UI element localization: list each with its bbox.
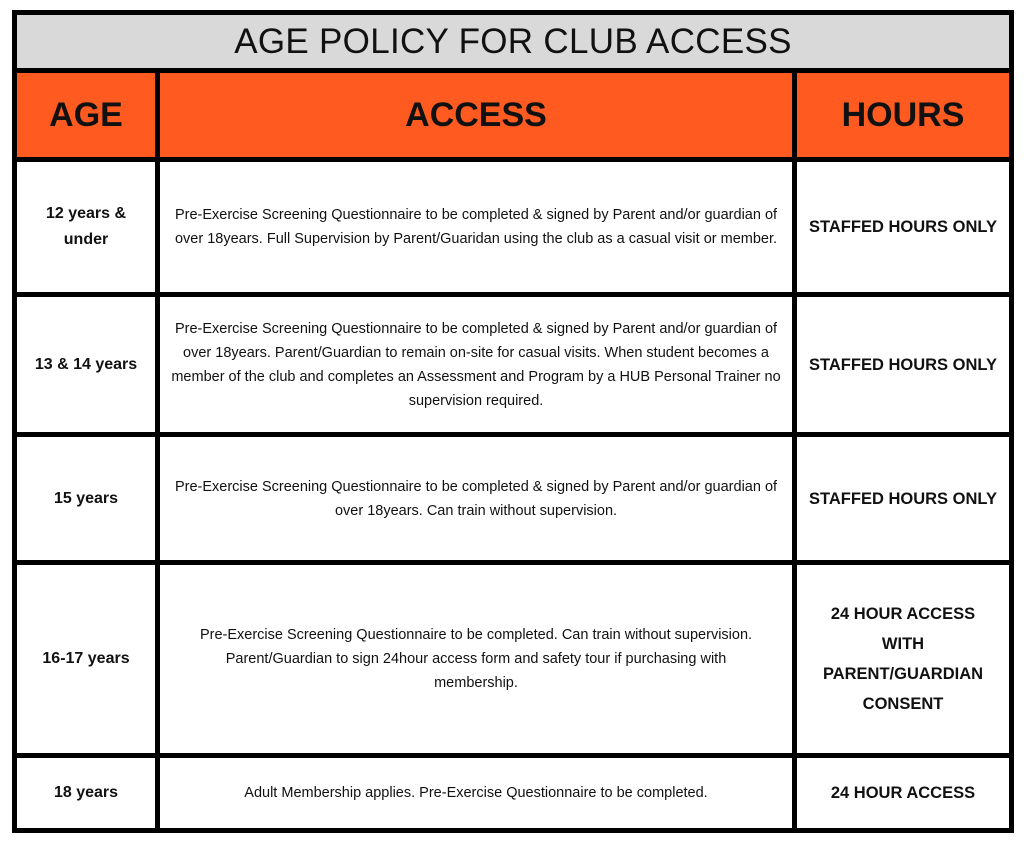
row-age <box>17 297 155 432</box>
row-access <box>160 297 792 432</box>
row-hours: STAFFED HOURS ONLY <box>797 297 1009 432</box>
age-text: 18 years <box>53 784 119 801</box>
age-text: 15 years <box>53 489 119 507</box>
row-age <box>17 565 155 753</box>
row-age <box>17 758 155 828</box>
row-access <box>160 565 792 753</box>
access-text: Pre-Exercise Screening Questionnaire to be completed. Can train without supervision. Parent/Guardian to sign 24hour access form and safety tour if purchasing with membership. <box>199 627 753 691</box>
access-text: Adult Membership applies. Pre-Exercise Questionnaire to be completed. <box>244 785 708 801</box>
row-hours <box>797 565 1009 753</box>
row-age <box>17 162 155 292</box>
access-text: Pre-Exercise Screening Questionnaire to be completed & signed by Parent and/or guardian of over 18years. Parent/Guardian to remain on-site for casual visits. When student becomes a member of the club and completes an Assessment and Program by a HUB Personal Trainer no supervision required. <box>171 320 781 409</box>
age-policy-table <box>12 10 1014 833</box>
row-hours: STAFFED HOURS ONLY <box>797 437 1009 560</box>
age-text: 12 years & under <box>45 205 127 248</box>
age-text: 13 & 14 years <box>34 355 138 373</box>
header-hours: HOURS <box>797 73 1009 157</box>
row-hours: STAFFED HOURS ONLY <box>797 162 1009 292</box>
access-text: Pre-Exercise Screening Questionnaire to be completed & signed by Parent and/or guardian of over 18years. Full Supervision by Parent/Guaridan using the club as a casual visit or member. <box>174 207 778 247</box>
header-access: ACCESS <box>160 73 792 157</box>
access-text: Pre-Exercise Screening Questionnaire to be completed & signed by Parent and/or guardian of over 18years. Can train without supervision. <box>174 478 778 519</box>
row-access <box>160 437 792 560</box>
row-access <box>160 162 792 292</box>
header-age: AGE <box>17 73 155 157</box>
row-hours: 24 HOUR ACCESS <box>797 758 1009 828</box>
row-age <box>17 437 155 560</box>
row-access <box>160 758 792 828</box>
hours-text: 24 HOUR ACCESS WITH PARENT/GUARDIAN CONSENT <box>822 605 984 713</box>
table-title: AGE POLICY FOR CLUB ACCESS <box>17 15 1009 68</box>
age-text: 16-17 years <box>42 650 130 667</box>
